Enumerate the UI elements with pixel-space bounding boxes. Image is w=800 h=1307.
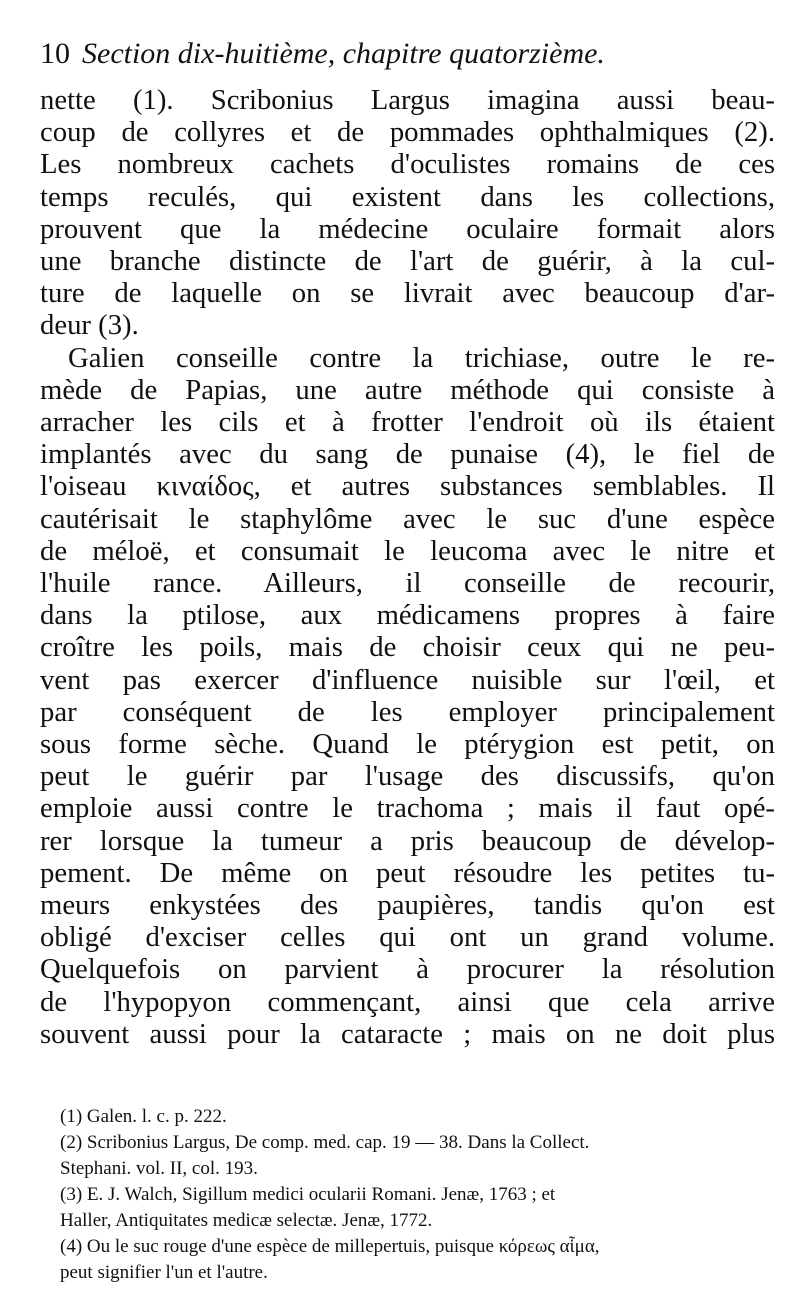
footnote-4-continued: peut signifier l'un et l'autre. bbox=[60, 1262, 268, 1283]
body-line: Les nombreux cachets d'oculistes romains de ces bbox=[40, 148, 775, 181]
running-header bbox=[40, 34, 775, 74]
footnote-2-continued: Stephani. vol. II, col. 193. bbox=[60, 1158, 258, 1179]
body-line: l'oiseau κιναίδος, et autres substances semblables. Il bbox=[40, 470, 775, 503]
body-line: ture de laquelle on se livrait avec beaucoup d'ar- bbox=[40, 277, 775, 310]
page-number: 10 bbox=[40, 37, 70, 70]
body-line: Galien conseille contre la trichiase, outre le re- bbox=[68, 341, 775, 374]
footnotes bbox=[60, 1104, 775, 1286]
body-line: coup de collyres et de pommades ophthalmiques (2). bbox=[40, 116, 775, 149]
footnote-4: (4) Ou le suc rouge d'une espèce de millepertuis, puisque κόρεως αἷμα, bbox=[60, 1236, 600, 1257]
body-line: sous forme sèche. Quand le ptérygion est petit, on bbox=[40, 728, 775, 761]
body-line: pement. De même on peut résoudre les petites tu- bbox=[40, 856, 775, 889]
body-line: peut le guérir par l'usage des discussifs, qu'on bbox=[40, 760, 775, 793]
body-line: dans la ptilose, aux médicamens propres à faire bbox=[40, 599, 775, 632]
running-title: Section dix-huitième, chapitre quatorzième. bbox=[82, 37, 605, 70]
body-line: de méloë, et consumait le leucoma avec le nitre et bbox=[40, 534, 775, 567]
body-line: emploie aussi contre le trachoma ; mais il faut opé- bbox=[40, 792, 775, 825]
body-line: vent pas exercer d'influence nuisible sur l'œil, et bbox=[40, 663, 775, 696]
footnote-2: (2) Scribonius Largus, De comp. med. cap. 19 — 38. Dans la Collect. bbox=[60, 1132, 590, 1153]
body-line: par conséquent de les employer principalement bbox=[40, 695, 775, 728]
page bbox=[40, 34, 775, 1050]
body-line: implantés avec du sang de punaise (4), le fiel de bbox=[40, 438, 775, 471]
footnote-1: (1) Galen. l. c. p. 222. bbox=[60, 1106, 227, 1127]
body-line: temps reculés, qui existent dans les collections, bbox=[40, 180, 775, 213]
body-line: arracher les cils et à frotter l'endroit où ils étaient bbox=[40, 406, 775, 439]
body-line: souvent aussi pour la cataracte ; mais on ne doit plus bbox=[40, 1017, 775, 1050]
body-line: prouvent que la médecine oculaire formait alors bbox=[40, 212, 775, 245]
footnote-3: (3) E. J. Walch, Sigillum medici ocularii Romani. Jenæ, 1763 ; et bbox=[60, 1184, 556, 1205]
body-line: nette (1). Scribonius Largus imagina aussi beau- bbox=[40, 84, 775, 116]
body-line: cautérisait le staphylôme avec le suc d'une espèce bbox=[40, 502, 775, 535]
body-line: rer lorsque la tumeur a pris beaucoup de dévelop- bbox=[40, 824, 775, 857]
body-line: meurs enkystées des paupières, tandis qu'on est bbox=[40, 889, 775, 922]
footnote-3-continued: Haller, Antiquitates medicæ selectæ. Jenæ, 1772. bbox=[60, 1210, 433, 1231]
body-text bbox=[40, 84, 775, 1050]
body-line: deur (3). bbox=[40, 309, 139, 342]
body-line: Quelquefois on parvient à procurer la résolution bbox=[40, 953, 775, 986]
body-line: mède de Papias, une autre méthode qui consiste à bbox=[40, 373, 775, 406]
body-line: une branche distincte de l'art de guérir, à la cul- bbox=[40, 245, 775, 278]
body-line: obligé d'exciser celles qui ont un grand volume. bbox=[40, 921, 775, 954]
body-line: l'huile rance. Ailleurs, il conseille de recourir, bbox=[40, 567, 775, 600]
body-line: croître les poils, mais de choisir ceux qui ne peu- bbox=[40, 631, 775, 664]
body-line: de l'hypopyon commençant, ainsi que cela arrive bbox=[40, 985, 775, 1018]
